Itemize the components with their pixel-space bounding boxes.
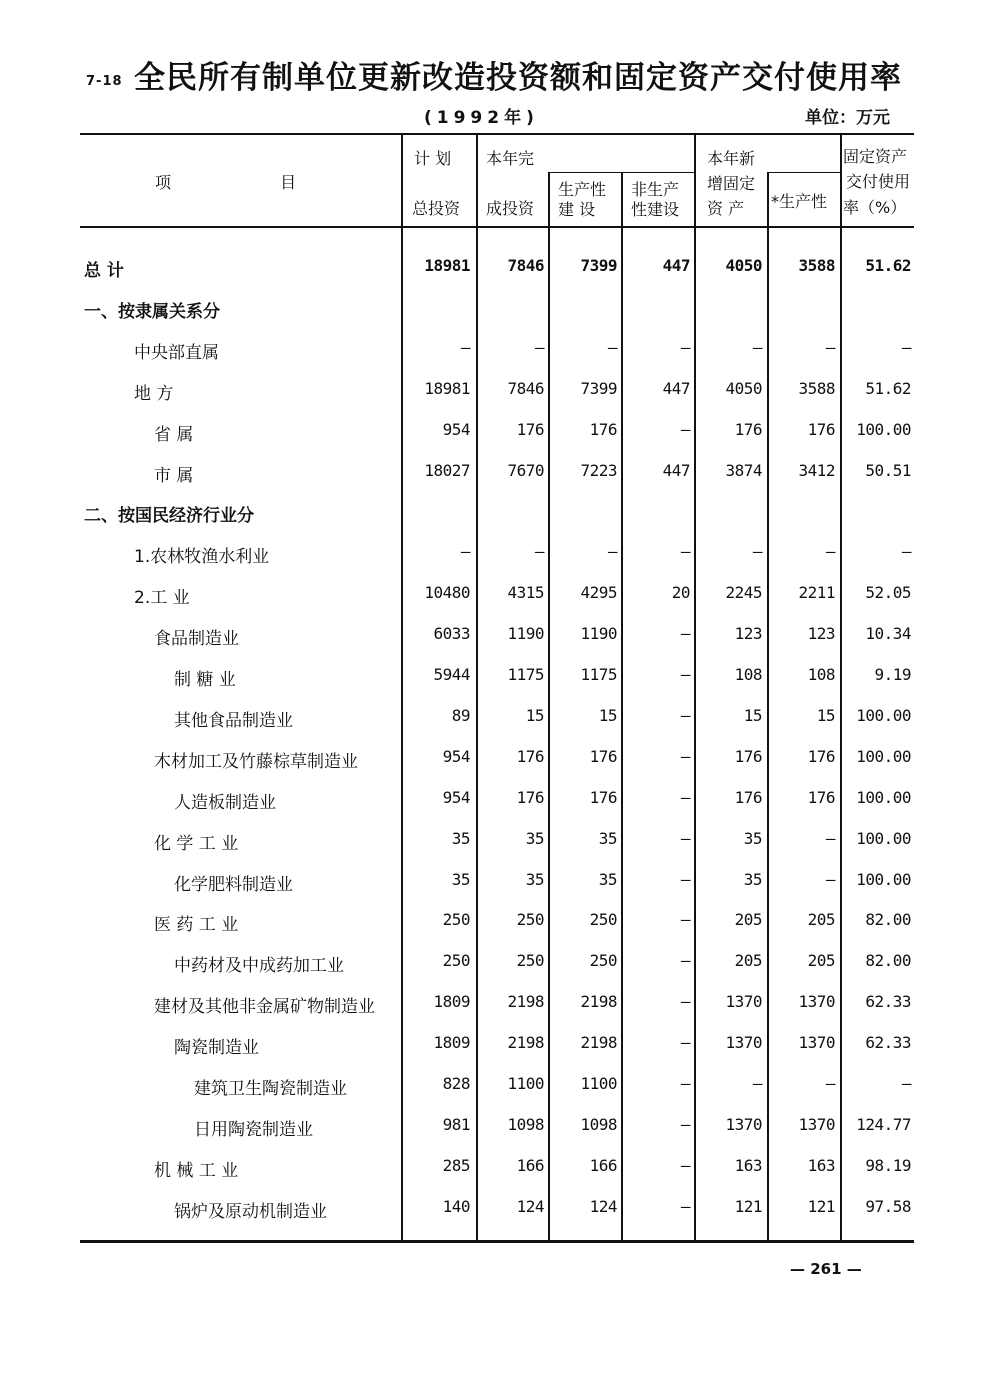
cell-nonproductive: 447 — [662, 378, 690, 398]
cell-plan: 140 — [442, 1196, 470, 1216]
row-label: 一、按隶属关系分 — [84, 301, 220, 322]
row-label: 中央部直属 — [134, 342, 219, 363]
cell-productive: 7399 — [580, 256, 617, 275]
cell-plan: — — [460, 337, 470, 357]
cell-rate: 97.58 — [865, 1196, 911, 1216]
cell-new_assets: 35 — [743, 869, 762, 889]
cell-completed: 1175 — [507, 665, 544, 684]
header-newasset-productive: *生产性 — [771, 192, 828, 211]
cell-completed: 15 — [525, 705, 544, 725]
cell-completed: 2198 — [507, 992, 544, 1012]
cell-plan: 954 — [442, 419, 470, 439]
cell-new_productive: — — [825, 869, 835, 889]
cell-productive: 176 — [589, 746, 617, 766]
cell-rate: 51.62 — [865, 256, 911, 275]
cell-productive: 35 — [598, 828, 617, 848]
cell-productive: 2198 — [580, 1033, 617, 1053]
cell-plan: 828 — [442, 1074, 470, 1093]
cell-plan: 250 — [442, 951, 470, 971]
row-label: 省 属 — [154, 424, 194, 445]
cell-new_productive: 1370 — [798, 1114, 835, 1134]
cell-new_productive: 205 — [807, 910, 835, 930]
row-label: 其他食品制造业 — [174, 710, 293, 731]
cell-plan: 981 — [442, 1114, 470, 1134]
cell-productive: 124 — [589, 1196, 617, 1216]
cell-completed: 35 — [525, 869, 544, 889]
cell-rate: 62.33 — [865, 1033, 911, 1053]
row-label: 制 糖 业 — [174, 670, 236, 690]
cell-completed: 166 — [516, 1155, 544, 1175]
cell-completed: 1190 — [507, 624, 544, 644]
cell-completed: 7846 — [507, 378, 544, 398]
cell-nonproductive: — — [680, 705, 690, 725]
row-label: 2.工 业 — [134, 588, 190, 609]
cell-plan: 10480 — [424, 583, 470, 603]
cell-new_productive: 3588 — [798, 378, 835, 398]
header-item: 项 目 — [155, 173, 349, 192]
cell-completed: 1100 — [507, 1074, 544, 1093]
cell-new_assets: 205 — [734, 951, 762, 971]
cell-productive: 1098 — [580, 1114, 617, 1134]
cell-nonproductive: — — [680, 337, 690, 357]
table-row — [80, 784, 914, 814]
header-subrule — [548, 172, 694, 173]
cell-new_assets: 108 — [734, 665, 762, 684]
cell-plan: 954 — [442, 746, 470, 766]
cell-completed: 176 — [516, 787, 544, 807]
row-label: 二、按国民经济行业分 — [84, 506, 254, 527]
cell-rate: 100.00 — [856, 746, 911, 766]
bottom-rule — [80, 1240, 914, 1243]
cell-nonproductive: — — [680, 992, 690, 1012]
cell-plan: 1809 — [433, 1033, 470, 1053]
cell-new_productive: 176 — [807, 419, 835, 439]
cell-new_assets: 176 — [734, 419, 762, 439]
cell-new_productive: 176 — [807, 787, 835, 807]
table-number: 7-18 — [86, 74, 123, 89]
cell-nonproductive: — — [680, 910, 690, 930]
cell-plan: 5944 — [433, 665, 470, 684]
header-plan-bottom: 总投资 — [412, 199, 461, 218]
cell-new_assets: 4050 — [725, 256, 762, 275]
row-label: 木材加工及竹藤棕草制造业 — [154, 751, 358, 772]
table-year: (1992年) — [424, 108, 539, 128]
cell-plan: 6033 — [433, 624, 470, 644]
table-row — [80, 866, 914, 896]
cell-rate: 100.00 — [856, 787, 911, 807]
cell-plan: 1809 — [433, 992, 470, 1012]
cell-rate: 100.00 — [856, 828, 911, 848]
row-label: 食品制造业 — [154, 629, 239, 650]
cell-productive: 7223 — [580, 460, 617, 480]
header-bottom-rule — [80, 226, 914, 228]
header-newasset-top: 本年新 — [707, 149, 756, 168]
cell-productive: 2198 — [580, 992, 617, 1012]
top-rule — [80, 133, 914, 135]
row-label: 锅炉及原动机制造业 — [174, 1201, 327, 1222]
row-label: 机 械 工 业 — [154, 1160, 239, 1181]
cell-completed: — — [534, 337, 544, 357]
header-productive: 生产性建 设 — [558, 180, 607, 219]
cell-rate: 100.00 — [856, 419, 911, 439]
cell-productive: 176 — [589, 419, 617, 439]
cell-plan: 35 — [451, 828, 470, 848]
cell-productive: — — [607, 337, 617, 357]
table-row — [80, 579, 914, 609]
cell-new_productive: — — [825, 542, 835, 562]
cell-new_productive: 2211 — [798, 583, 835, 603]
cell-nonproductive: — — [680, 951, 690, 971]
cell-completed: 4315 — [507, 583, 544, 603]
cell-rate: 62.33 — [865, 992, 911, 1012]
header-rate-line2: 交付使用 — [846, 172, 911, 191]
table-row — [80, 1070, 914, 1100]
cell-rate: 52.05 — [865, 583, 911, 603]
cell-new_productive: 3412 — [798, 460, 835, 480]
cell-new_productive: — — [825, 1074, 835, 1093]
page-title: 全民所有制单位更新改造投资额和固定资产交付使用率 — [134, 60, 902, 96]
cell-new_assets: 163 — [734, 1155, 762, 1175]
cell-completed: 124 — [516, 1196, 544, 1216]
cell-new_productive: 123 — [807, 624, 835, 644]
cell-completed: 176 — [516, 419, 544, 439]
cell-nonproductive: — — [680, 828, 690, 848]
cell-new_productive: 15 — [816, 705, 835, 725]
cell-new_assets: — — [752, 337, 762, 357]
cell-completed: 1098 — [507, 1114, 544, 1134]
header-rate-line3: 率（%） — [843, 198, 907, 217]
cell-nonproductive: — — [680, 419, 690, 439]
cell-nonproductive: 20 — [671, 583, 690, 603]
cell-nonproductive: 447 — [662, 256, 690, 275]
cell-nonproductive: — — [680, 746, 690, 766]
cell-productive: 35 — [598, 869, 617, 889]
table-row — [80, 375, 914, 405]
table-row — [80, 988, 914, 1018]
table-row — [80, 497, 914, 527]
cell-new_productive: 3588 — [798, 256, 835, 275]
cell-nonproductive: — — [680, 1155, 690, 1175]
cell-new_assets: 205 — [734, 910, 762, 930]
table-row — [80, 538, 914, 568]
cell-rate: — — [901, 542, 911, 562]
cell-productive: 1190 — [580, 624, 617, 644]
header-rate-line1: 固定资产 — [843, 147, 908, 166]
cell-rate: 9.19 — [874, 665, 911, 684]
table-row — [80, 457, 914, 487]
table-row — [80, 252, 914, 282]
cell-new_assets: 121 — [734, 1196, 762, 1216]
cell-productive: — — [607, 542, 617, 562]
cell-plan: 954 — [442, 787, 470, 807]
table-row — [80, 702, 914, 732]
header-completed-bottom: 成投资 — [486, 199, 535, 218]
table-row — [80, 293, 914, 323]
cell-new_assets: 123 — [734, 624, 762, 644]
cell-completed: 35 — [525, 828, 544, 848]
cell-plan: 18981 — [424, 378, 470, 398]
cell-rate: — — [901, 1074, 911, 1093]
cell-rate: — — [901, 337, 911, 357]
cell-nonproductive: — — [680, 787, 690, 807]
cell-plan: 285 — [442, 1155, 470, 1175]
cell-completed: 7670 — [507, 460, 544, 480]
header-plan-top: 计 划 — [414, 149, 452, 168]
row-label: 人造板制造业 — [174, 792, 276, 813]
row-label: 中药材及中成药加工业 — [174, 956, 344, 977]
cell-productive: 250 — [589, 951, 617, 971]
cell-new_assets: 1370 — [725, 1033, 762, 1053]
cell-completed: 250 — [516, 910, 544, 930]
cell-new_productive: — — [825, 828, 835, 848]
cell-nonproductive: — — [680, 542, 690, 562]
cell-new_assets: 1370 — [725, 1114, 762, 1134]
cell-productive: 7399 — [580, 378, 617, 398]
table-row — [80, 1193, 914, 1223]
cell-new_assets: 176 — [734, 787, 762, 807]
cell-new_assets: 176 — [734, 746, 762, 766]
cell-completed: 7846 — [507, 256, 544, 275]
cell-rate: 100.00 — [856, 705, 911, 725]
row-label: 市 属 — [154, 465, 194, 486]
cell-new_productive: 1370 — [798, 1033, 835, 1053]
cell-completed: 176 — [516, 746, 544, 766]
table-row — [80, 947, 914, 977]
table-row — [80, 1111, 914, 1141]
cell-productive: 1175 — [580, 665, 617, 684]
cell-new_assets: 1370 — [725, 992, 762, 1012]
cell-plan: 250 — [442, 910, 470, 930]
cell-rate: 124.77 — [856, 1114, 911, 1134]
cell-rate: 10.34 — [865, 624, 911, 644]
cell-rate: 100.00 — [856, 869, 911, 889]
page-number: — 261 — — [790, 1260, 862, 1278]
row-label: 化 学 工 业 — [154, 833, 239, 854]
cell-new_productive: 108 — [807, 665, 835, 684]
table-row — [80, 1029, 914, 1059]
header-newasset-mid: 增固定 — [707, 174, 756, 193]
cell-productive: 4295 — [580, 583, 617, 603]
cell-new_assets: 15 — [743, 705, 762, 725]
cell-new_assets: 3874 — [725, 460, 762, 480]
row-label: 1.农林牧渔水利业 — [134, 547, 270, 568]
table-row — [80, 1152, 914, 1182]
cell-rate: 98.19 — [865, 1155, 911, 1175]
cell-new_productive: 121 — [807, 1196, 835, 1216]
row-label: 总 计 — [84, 261, 124, 281]
cell-plan: 35 — [451, 869, 470, 889]
cell-nonproductive: — — [680, 869, 690, 889]
cell-nonproductive: — — [680, 1196, 690, 1216]
cell-completed: 2198 — [507, 1033, 544, 1053]
cell-new_assets: — — [752, 542, 762, 562]
cell-nonproductive: — — [680, 665, 690, 684]
cell-new_productive: 1370 — [798, 992, 835, 1012]
header-completed-top: 本年完 — [486, 149, 535, 168]
cell-new_assets: — — [752, 1074, 762, 1093]
table-row — [80, 743, 914, 773]
cell-new_productive: 163 — [807, 1155, 835, 1175]
table-row — [80, 906, 914, 936]
cell-nonproductive: — — [680, 1033, 690, 1053]
cell-nonproductive: — — [680, 1114, 690, 1134]
cell-nonproductive: — — [680, 1074, 690, 1093]
table-row — [80, 661, 914, 691]
table-unit: 单位：万元 — [805, 108, 890, 128]
row-label: 医 药 工 业 — [154, 915, 239, 936]
cell-plan: 89 — [451, 705, 470, 725]
cell-rate: 82.00 — [865, 951, 911, 971]
cell-completed: — — [534, 542, 544, 562]
cell-rate: 82.00 — [865, 910, 911, 930]
row-label: 建材及其他非金属矿物制造业 — [154, 997, 375, 1018]
table-row — [80, 825, 914, 855]
row-label: 日用陶瓷制造业 — [194, 1119, 313, 1140]
cell-nonproductive: — — [680, 624, 690, 644]
row-label: 建筑卫生陶瓷制造业 — [194, 1079, 347, 1099]
row-label: 地 方 — [134, 383, 174, 404]
header-subrule — [767, 172, 840, 173]
cell-rate: 50.51 — [865, 460, 911, 480]
cell-new_productive: — — [825, 337, 835, 357]
cell-new_assets: 4050 — [725, 378, 762, 398]
table-row — [80, 620, 914, 650]
cell-plan: 18981 — [424, 256, 470, 275]
cell-plan: 18027 — [424, 460, 470, 480]
header-nonproductive: 非生产性建设 — [631, 180, 680, 219]
cell-plan: — — [460, 542, 470, 562]
header-newasset-bottom: 资 产 — [707, 199, 745, 218]
cell-nonproductive: 447 — [662, 460, 690, 480]
cell-productive: 250 — [589, 910, 617, 930]
row-label: 陶瓷制造业 — [174, 1038, 259, 1059]
cell-new_productive: 205 — [807, 951, 835, 971]
cell-rate: 51.62 — [865, 378, 911, 398]
cell-productive: 166 — [589, 1155, 617, 1175]
cell-completed: 250 — [516, 951, 544, 971]
cell-new_assets: 2245 — [725, 583, 762, 603]
cell-productive: 15 — [598, 705, 617, 725]
table-row — [80, 416, 914, 446]
row-label: 化学肥料制造业 — [174, 874, 293, 895]
cell-new_assets: 35 — [743, 828, 762, 848]
table-row — [80, 334, 914, 364]
cell-productive: 1100 — [580, 1074, 617, 1093]
cell-productive: 176 — [589, 787, 617, 807]
cell-new_productive: 176 — [807, 746, 835, 766]
